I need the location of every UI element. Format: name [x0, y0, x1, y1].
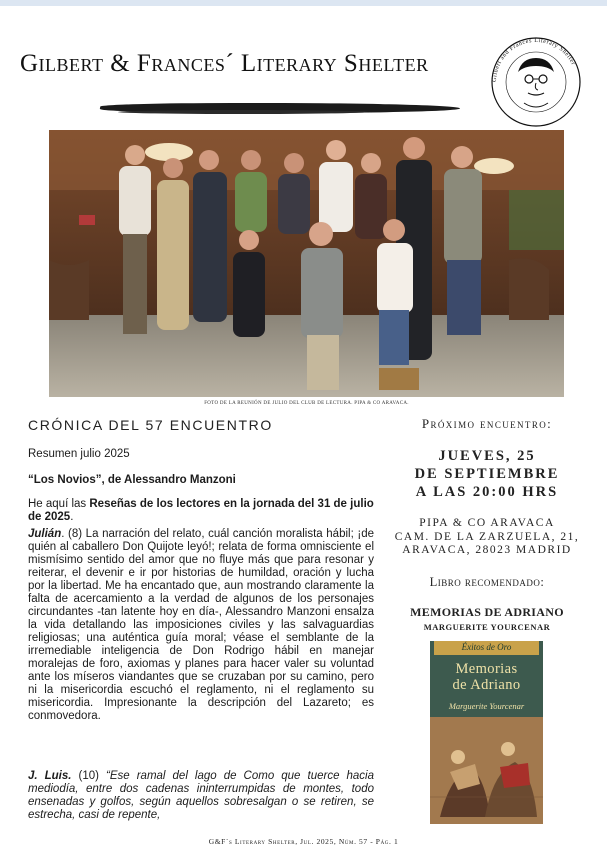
cover-title-line: de Adriano — [452, 677, 521, 693]
top-border — [0, 0, 607, 6]
date-line: DE SEPTIEMBRE — [414, 466, 560, 482]
book-line: “Los Novios”, de Alessandro Manzoni — [28, 474, 236, 486]
review-text: “Ese ramal del lago de Como que tuerce hacia mediodía, entre dos cadenas ininterrumpidas de montes, todo ensenadas y golfos, según aquellos sobresalgan o se retiren, se estrecha, casi de repente, — [28, 770, 374, 821]
brush-stroke-underline — [118, 110, 368, 114]
club-meeting-photo — [49, 130, 564, 397]
book-cover — [430, 641, 543, 824]
recommended-heading: Libro recomendado: — [429, 575, 545, 589]
place-line: CAM. DE LA ZARZUELA, 21, — [394, 530, 580, 543]
newsletter-title: Gilbert & Frances´ Literary Shelter — [20, 50, 429, 77]
recommended-title: MEMORIAS DE ADRIANO — [410, 605, 564, 619]
date-line: A LAS 20:00 HRS — [415, 484, 559, 500]
cover-series: Éxitos de Oro — [461, 642, 512, 652]
cover-title-line: Memorias — [455, 661, 518, 677]
intro-bold: Reseñas de los lectores en la jornada del 31 de julio de 2025 — [28, 498, 374, 523]
meeting-place — [384, 517, 590, 558]
next-meeting-heading: Próximo encuentro: — [421, 416, 553, 431]
review-score: (10) — [71, 770, 107, 782]
intro-prefix: He aquí las — [28, 498, 90, 510]
meeting-date — [384, 447, 590, 501]
cover-title — [432, 661, 541, 693]
review-julian — [28, 528, 374, 723]
place-line: PIPA & CO ARAVACA — [419, 517, 555, 529]
chronicle-heading: CRÓNICA DEL 57 ENCUENTRO — [28, 417, 273, 433]
date-line: JUEVES, 25 — [438, 448, 536, 464]
review-text: . (8) La narración del relato, cuál canción moralista hábil; ¡de quién al caballero Don Quijote leyó!; relata de forma omnisciente el mismísimo sentido del amor que no fluye más que para resonar y reiterar, el devenir e ir por historias de humildad, oración y lucha por la libertad. Me ha encantado que, aun mostrando claramente la falta de acercamiento a la verdad de algunos de los personajes circundantes -tan latente hoy en día-, Alessandro Manzoni ensalza la vida detallando las imposiciones civiles y las salvaguardias religiosas; una auténtica guía moral; véase el semblante de la irremediable inteligencia de Don Rodrigo hábil en manejar moralejas de foro, axiomas y planes para hacer valer su voluntad ante los míseros viandantes que se cruzaban por su camino, pero ni la misericordia escuchó el reglamento, ni el reglamento su misericordia. Impresionante la descripción del Lazareto; es conmovedora. — [28, 528, 374, 722]
summary-line: Resumen julio 2025 — [28, 448, 130, 460]
cover-mosaic-art — [430, 717, 543, 824]
recommended-author: MARGUERITE YOURCENAR — [423, 622, 551, 632]
intro-suffix: . — [70, 511, 74, 523]
review-jluis — [28, 770, 374, 822]
intro-paragraph — [28, 498, 374, 524]
club-logo — [488, 37, 584, 127]
cover-author: Marguerite Yourcenar — [448, 701, 525, 711]
logo-ring-text: Gilbert and Frances Literary Shelter — [491, 37, 577, 83]
reviewer-name: Julián — [28, 528, 62, 540]
photo-caption: FOTO DE LA REUNIÓN DE JULIO DEL CLUB DE LECTURA. PIPA & CO ARAVACA. — [204, 401, 409, 406]
page-footer: G&F´s Literary Shelter, Jul. 2025, Núm. 57 - Pág. 1 — [208, 837, 399, 846]
reviewer-name: J. Luis. — [28, 770, 72, 782]
place-line: ARAVACA, 28023 MADRID — [402, 544, 572, 556]
